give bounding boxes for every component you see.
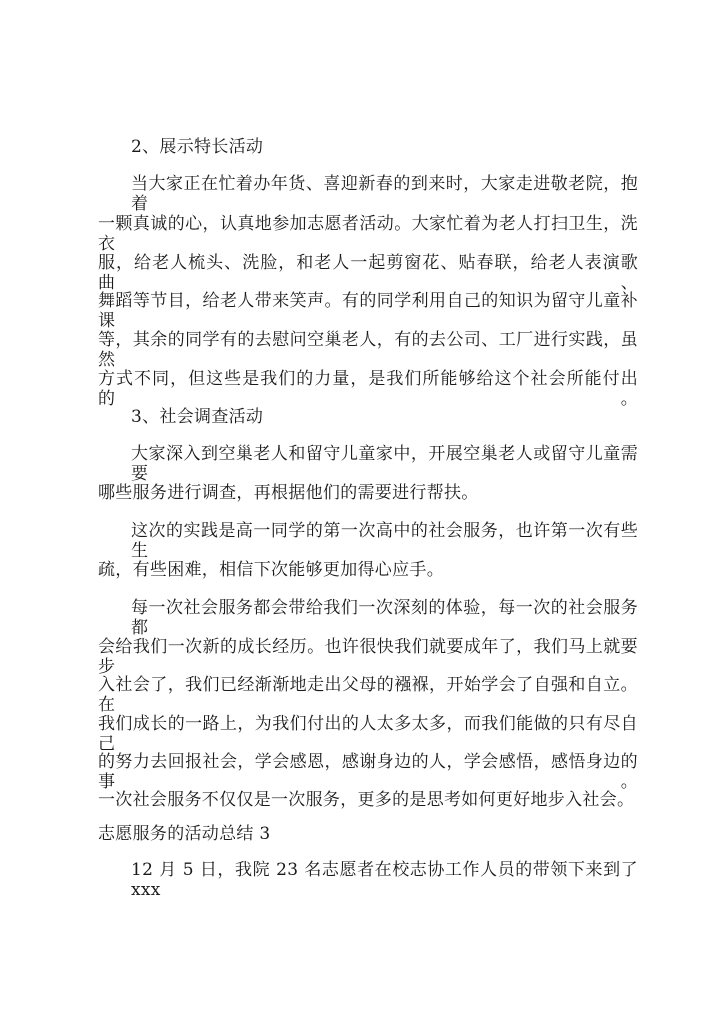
paragraph-line: 一颗真诚的心，认真地参加志愿者活动。大家忙着为老人打扫卫生，洗衣 [98, 214, 638, 254]
paragraph-line: 大家深入到空巢老人和留守儿童家中，开展空巢老人或留守儿童需要 [131, 444, 638, 484]
paragraph-line: 疏，有些困难，相信下次能够更加得心应手。 [98, 560, 444, 580]
paragraph-line: 当大家正在忙着办年货、喜迎新春的到来时，大家走进敬老院，抱着 [131, 174, 638, 214]
paragraph-line: 舞蹈等节目，给老人带来笑声。有的同学利用自己的知识为留守儿童补课 [98, 291, 638, 331]
paragraph-line: 我们成长的一路上，为我们付出的人太多太多，而我们能做的只有尽自己 [98, 714, 638, 754]
paragraph-line: 这次的实践是高一同学的第一次高中的社会服务，也许第一次有些生 [131, 521, 638, 561]
paragraph-line: 等，其余的同学有的去慰问空巢老人，有的去公司、工厂进行实践，虽然 [98, 330, 638, 370]
paragraph-line: 的努力去回报社会，学会感恩，感谢身边的人，学会感悟，感悟身边的事。 [98, 752, 638, 792]
paragraph-line: 会给我们一次新的成长经历。也许很快我们就要成年了，我们马上就要步 [98, 637, 638, 677]
paragraph-line: 哪些服务进行调查，再根据他们的需要进行帮扶。 [98, 483, 479, 503]
section-title: 志愿服务的活动总结 3 [98, 824, 271, 844]
paragraph-line: 方式不同，但这些是我们的力量，是我们所能够给这个社会所能付出的。 [98, 369, 638, 409]
section-heading: 3、社会调查活动 [131, 407, 264, 427]
paragraph-line: 每一次社会服务都会带给我们一次深刻的体验，每一次的社会服务都 [131, 598, 638, 638]
paragraph-line: 12 月 5 日，我院 23 名志愿者在校志协工作人员的带领下来到了 xxx [131, 860, 638, 900]
section-heading: 2、展示特长活动 [131, 137, 264, 157]
paragraph-line: 服，给老人梳头、洗脸，和老人一起剪窗花、贴春联，给老人表演歌曲、 [98, 253, 638, 293]
paragraph-line: 一次社会服务不仅仅是一次服务，更多的是思考如何更好地步入社会。 [98, 790, 635, 810]
paragraph-line: 入社会了，我们已经渐渐地走出父母的襁褓，开始学会了自强和自立。在 [98, 675, 638, 715]
